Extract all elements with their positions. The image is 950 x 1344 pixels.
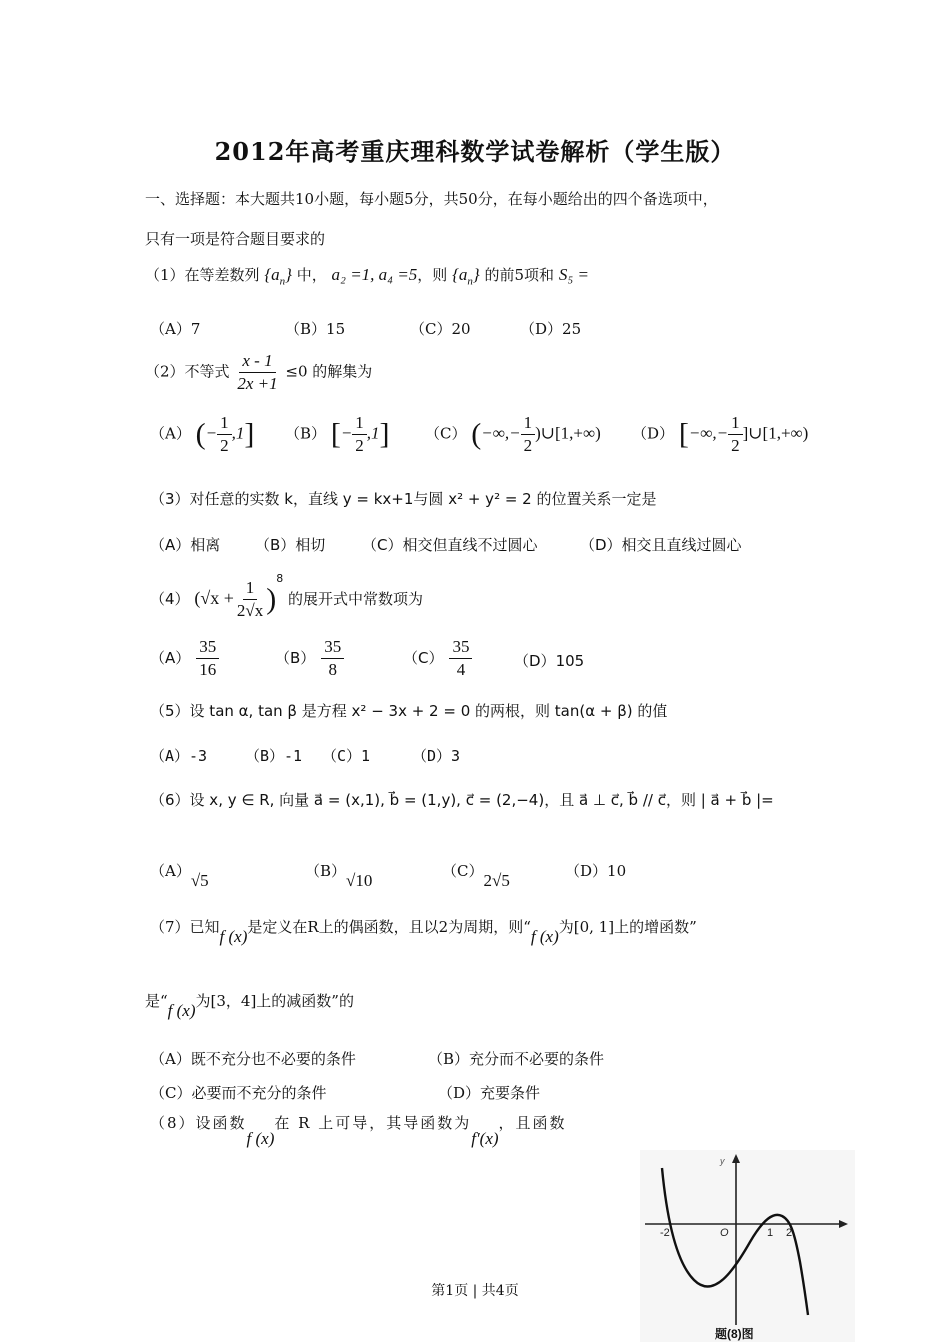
label-one: 1 (767, 1227, 774, 1239)
q4-option-c: （C） $\frac{35}{4}$ (403, 636, 472, 681)
q7-option-b: （B）充分而不必要的条件 (428, 1050, 605, 1068)
q2-option-b: （B） [− $\frac{1}{2}$ ,1] (285, 413, 390, 455)
q4-stem: （4） (√x + $\frac{1}{2√x}$ )$^8$ 的展开式中常数项为 (150, 572, 423, 620)
q2-option-d: （D） [−∞,− $\frac{1}{2}$ ]∪[1,+∞) (632, 413, 809, 455)
q1-option-b: （B）15 (285, 320, 346, 338)
q1-then: ，则 (417, 266, 448, 284)
q1-sum: S₅ = (558, 265, 589, 284)
figure-caption: 题(8)图 (715, 1327, 754, 1341)
q4-option-d: （D）105 (514, 652, 585, 670)
q2-stem (145, 350, 372, 395)
page-title: 2012年高考重庆理科数学试卷解析（学生版） (214, 137, 736, 166)
q6-option-b: （B）√10 (305, 862, 373, 890)
q2-option-a: （A） (− $\frac{1}{2}$ ,1] (150, 413, 255, 455)
q7-stem-line2: 是“f (x)为[3，4]上的减函数”的 (145, 992, 354, 1020)
q6-option-a: （A）√5 (150, 862, 209, 890)
q6-stem: （6）设 x, y ∈ R, 向量 a⃗ = (x,1), b⃗ = (1,y), c⃗ = (2,−4)，且 a⃗ ⊥ c⃗, b⃗ // c⃗，则 | a⃗ + b⃗ |= (150, 791, 774, 809)
q7-stem-line1: （7）已知f (x)是定义在R上的偶函数，且以2为周期，则“f (x)为[0, 1]上的增函数” (150, 918, 697, 946)
q4-option-a: （A） $\frac{35}{16}$ (150, 636, 219, 681)
q1-label: （1）在等差数列 (145, 266, 260, 284)
q1-option-c: （C）20 (410, 320, 471, 338)
q5-stem: （5）设 tan α, tan β 是方程 x² − 3x + 2 = 0 的两根，则 tan(α + β) 的值 (150, 702, 668, 720)
q1-stem (145, 264, 589, 287)
section-intro-line1: 一、选择题：本大题共10小题，每小题5分，共50分，在每小题给出的四个备选项中， (145, 190, 718, 208)
q2-fraction: $\frac{x - 1}{2x +1}$ (237, 351, 278, 393)
q2-label: （2）不等式 (145, 362, 230, 381)
q1-mid: 中， (296, 266, 327, 284)
q6-option-d: （D）10 (565, 862, 627, 880)
q6-option-c: （C）2√5 (442, 862, 510, 890)
q3-option-a: （A）相离 (150, 536, 221, 554)
q1-tail: 的前5项和 (484, 266, 555, 284)
label-y: y (720, 1156, 725, 1166)
q3-option-c: （C）相交但直线不过圆心 (362, 536, 538, 554)
q3-option-d: （D）相交且直线过圆心 (580, 536, 742, 554)
label-origin: O (720, 1227, 729, 1239)
q2-option-c: （C） (−∞,− $\frac{1}{2}$ )∪[1,+∞) (425, 413, 601, 455)
q8-figure (640, 1150, 855, 1342)
q1-seq-2: $\{a_n\}$ (452, 265, 480, 288)
section-intro-line2: 只有一项是符合题目要求的 (145, 230, 326, 248)
q7-option-d: （D）充要条件 (438, 1084, 541, 1102)
q1-option-d: （D）25 (520, 320, 582, 338)
q7-option-c: （C）必要而不充分的条件 (150, 1084, 327, 1102)
q1-seq: $\{a_n\}$ (264, 265, 292, 288)
q5-option-b: （B）-1 (245, 747, 303, 765)
label-two: 2 (786, 1227, 793, 1239)
q1-cond: a₂ =1, a₄ =5 (331, 265, 418, 284)
q3-option-b: （B）相切 (255, 536, 326, 554)
q8-stem: （8）设函数f (x)在 R 上可导，其导函数为f′(x)，且函数 (150, 1114, 567, 1148)
q2-tail: ≤0 的解集为 (285, 362, 373, 381)
q5-option-c: （C）1 (322, 747, 371, 765)
q4-option-b: （B） $\frac{35}{8}$ (275, 636, 344, 681)
page-footer: 第1页 | 共4页 (431, 1283, 519, 1299)
label-neg2: -2 (660, 1227, 670, 1239)
q1-option-a: （A）7 (150, 320, 201, 338)
q5-option-d: （D）3 (412, 747, 461, 765)
q5-option-a: （A）-3 (150, 747, 208, 765)
q3-stem: （3）对任意的实数 k，直线 y = kx+1与圆 x² + y² = 2 的位置关系一定是 (150, 490, 657, 508)
q7-option-a: （A）既不充分也不必要的条件 (150, 1050, 356, 1068)
